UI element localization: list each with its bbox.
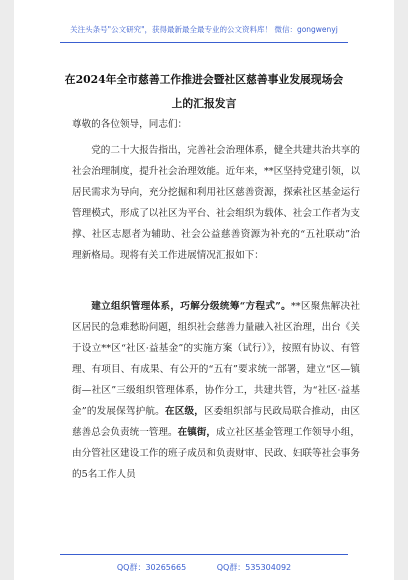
top-banner-text: 关注头条号"公文研究"，获得最新最全最专业的公文资料库！ 微信：gongwenyj	[70, 25, 338, 34]
qq-group-2: QQ群：535304092	[216, 563, 292, 572]
paragraph-organization	[72, 296, 360, 485]
document-page	[14, 0, 394, 580]
paragraph-text-town: 成立社区基金管理工作领导小组，由分管社区建设工作的班子成员和负责财审、民政、妇联等社会事务的5名工作人员	[72, 427, 361, 480]
paragraph-heading: 建立组织管理体系，巧解分级统筹“方程式”。	[91, 301, 291, 312]
paragraph-text: **区聚焦解决社区居民的急难愁盼问题，组织社会慈善力量融入社区治理，出台《关于设立**区“社区·益基金”的实施方案（试行）》，按照有协议、有管理、有项目、有成果、有公开的“五有”要求统一部署，建立“区—镇街—社区”三级组织管理体系，协作分工，共建共管，为“社区·益基金”的发展保驾护航。	[72, 301, 360, 417]
greeting: 尊敬的各位领导，同志们：	[72, 119, 188, 130]
paragraph-subheading-district: 在区级，	[164, 406, 204, 417]
paragraph-intro: 党的二十大报告指出，完善社会治理体系，健全共建共治共享的社会治理制度，提升社会治理效能。近年来，**区坚持党建引领，以居民需求为导向，充分挖掘和利用社区慈善资源，探索社区基金运行管理模式，形成了以社区为平台、社会组织为载体、社会工作者为支撑、社区志愿者为辅助、社会公益慈善资源为补充的“五社联动”治理新格局。现将有关工作进展情况汇报如下：	[72, 145, 360, 261]
document-title: 在2024年全市慈善工作推进会暨社区慈善事业发展现场会上的汇报发言	[64, 73, 344, 110]
paragraph-text-district: 区委组织部与民政局联合推动，由区慈善总会负责统一管理。	[72, 406, 361, 438]
bottom-banner	[14, 562, 394, 573]
bottom-divider	[60, 554, 348, 555]
qq-group-1: QQ群：30265665	[116, 563, 187, 572]
top-divider	[60, 42, 348, 43]
paragraph-subheading-town: 在镇街，	[177, 427, 217, 438]
